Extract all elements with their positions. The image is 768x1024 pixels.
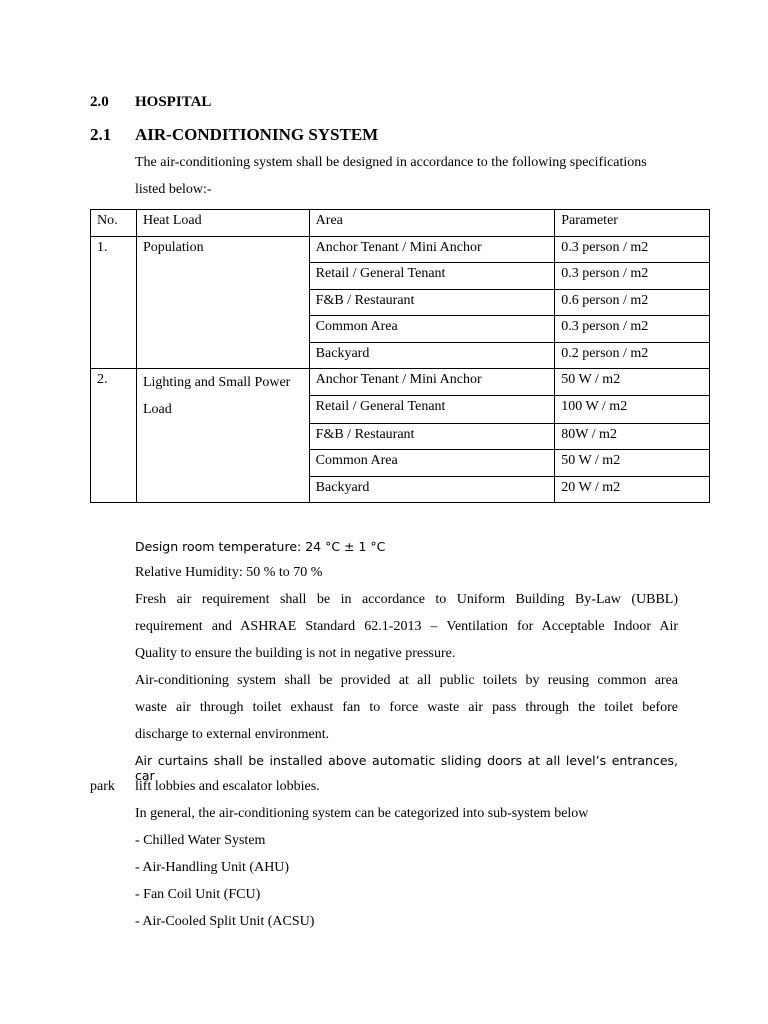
table-row [91,450,710,477]
heading-2-title: AIR-CONDITIONING SYSTEM [135,125,379,144]
row-parameter: 50 W / m2 [555,450,710,477]
fresh-air-line-1: Fresh air requirement shall be in accordance to Uniform Building By-Law (UBBL) [135,592,678,607]
header-no: No. [91,210,137,237]
row-parameter: 80W / m2 [555,423,710,450]
row-area: Anchor Tenant / Mini Anchor [309,236,555,263]
intro-line-1: The air-conditioning system shall be designed in accordance to the following specifications [135,155,647,170]
empty-cell [136,476,309,503]
toilets-line-1: Air-conditioning system shall be provided at all public toilets by reusing common area [135,673,678,688]
general-statement: In general, the air-conditioning system can be categorized into sub-system below [135,806,589,821]
table-row [91,476,710,503]
empty-cell [91,423,137,450]
row-parameter: 0.2 person / m2 [555,342,710,369]
row-area: Common Area [309,450,555,477]
heading-2-number: 2.1 [90,125,112,144]
empty-cell [136,263,309,290]
row-area: F&B / Restaurant [309,423,555,450]
list-item: - Air-Cooled Split Unit (ACSU) [135,914,315,929]
row-parameter: 0.3 person / m2 [555,263,710,290]
row-number: 2. [91,369,137,396]
empty-cell [91,289,137,316]
empty-cell [91,450,137,477]
empty-cell [136,450,309,477]
table-header-row [91,210,710,237]
empty-cell [91,316,137,343]
header-area: Area [309,210,555,237]
empty-cell [91,342,137,369]
row-area: Anchor Tenant / Mini Anchor [309,369,555,396]
table-row [91,369,710,396]
row-parameter: 50 W / m2 [555,369,710,396]
header-heat-load: Heat Load [136,210,309,237]
table-row [91,423,710,450]
row-area: Backyard [309,342,555,369]
specification-table [90,209,710,503]
heading-1-title: HOSPITAL [135,94,212,110]
row-heat-load: Population [136,236,309,263]
intro-line-2: listed below:- [135,182,212,197]
list-item: - Fan Coil Unit (FCU) [135,887,261,902]
design-temperature: Design room temperature: 24 °C ± 1 °C [135,539,386,554]
table-row [91,289,710,316]
table-row [91,342,710,369]
table-row [91,316,710,343]
row-parameter: 0.6 person / m2 [555,289,710,316]
table-row [91,236,710,263]
row-parameter: 20 W / m2 [555,476,710,503]
row-area: Retail / General Tenant [309,263,555,290]
heading-1-number: 2.0 [90,94,109,110]
air-curtains-line-2: lift lobbies and escalator lobbies. [135,779,320,794]
fresh-air-line-3: Quality to ensure the building is not in negative pressure. [135,646,456,661]
list-item: - Air-Handling Unit (AHU) [135,860,290,875]
empty-cell [91,263,137,290]
air-curtains-line-1: Air curtains shall be installed above automatic sliding doors at all level’s entrances, car [135,753,678,783]
row-heat-load: Lighting and Small Power Load [136,369,309,424]
row-number: 1. [91,236,137,263]
table-row [91,263,710,290]
row-parameter: 100 W / m2 [555,396,710,423]
relative-humidity: Relative Humidity: 50 % to 70 % [135,565,323,580]
header-parameter: Parameter [555,210,710,237]
empty-cell [136,316,309,343]
toilets-line-2: waste air through toilet exhaust fan to force waste air pass through the toilet before [135,700,678,715]
row-parameter: 0.3 person / m2 [555,316,710,343]
fresh-air-line-2: requirement and ASHRAE Standard 62.1-2013 – Ventilation for Acceptable Indoor Air [135,619,678,634]
row-area: Common Area [309,316,555,343]
empty-cell [91,396,137,423]
toilets-line-3: discharge to external environment. [135,727,330,742]
list-item: - Chilled Water System [135,833,266,848]
empty-cell [136,342,309,369]
empty-cell [136,423,309,450]
row-area: F&B / Restaurant [309,289,555,316]
empty-cell [136,289,309,316]
empty-cell [91,476,137,503]
row-parameter: 0.3 person / m2 [555,236,710,263]
air-curtains-park: park [90,779,115,794]
row-area: Backyard [309,476,555,503]
row-area: Retail / General Tenant [309,396,555,423]
